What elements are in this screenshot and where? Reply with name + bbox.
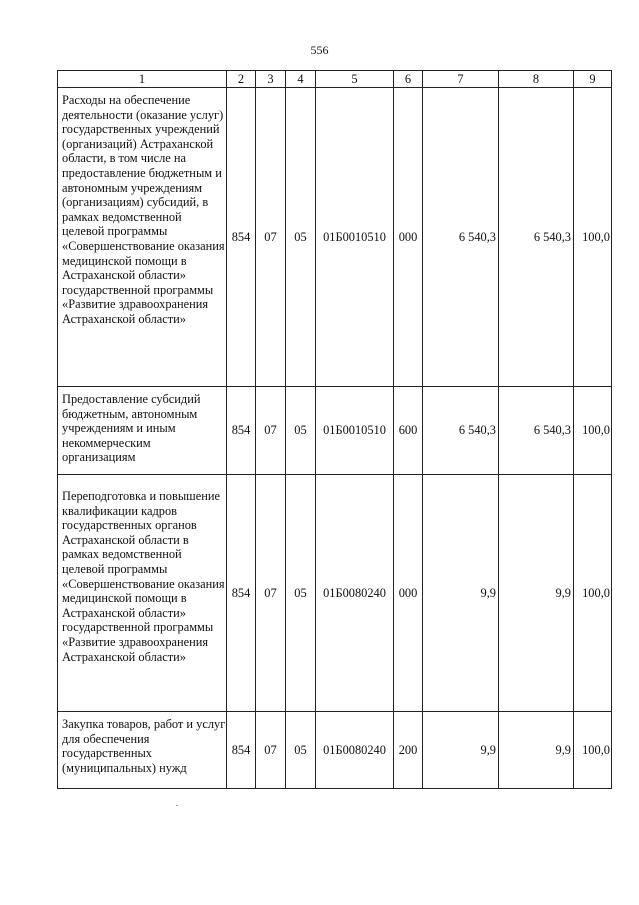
row-cell-2: 854: [227, 712, 256, 789]
row-cell-3: 07: [256, 712, 286, 789]
row-cell-8: 6 540,3: [499, 387, 574, 475]
row-cell-2: 854: [227, 387, 256, 475]
row-cell-6: 200: [394, 712, 423, 789]
row-cell-3: 07: [256, 387, 286, 475]
scan-artifact: [176, 805, 178, 806]
row-cell-2: 854: [227, 475, 256, 712]
row-cell-5: 01Б0010510: [316, 387, 394, 475]
row-description: Закупка товаров, работ и услуг для обеспечения государственных (муниципальных) нужд: [58, 712, 227, 789]
row-cell-8: 9,9: [499, 475, 574, 712]
row-cell-7: 9,9: [423, 712, 499, 789]
table-row: [58, 88, 612, 387]
row-description: Переподготовка и повышение квалификации кадров государственных органов Астраханской области в рамках ведомственной целевой программы «Совершенствование оказания медицинской помощи в Астраханской области» государственной программы «Развитие здравоохранения Астраханской области»: [58, 475, 227, 712]
column-header-3: 3: [256, 71, 286, 88]
row-cell-4: 05: [286, 712, 316, 789]
column-header-5: 5: [316, 71, 394, 88]
column-header-7: 7: [423, 71, 499, 88]
column-header-2: 2: [227, 71, 256, 88]
page-number: 556: [310, 43, 329, 57]
row-description: Расходы на обеспечение деятельности (оказание услуг) государственных учреждений (организаций) Астраханской области, в том числе на предоставление бюджетным и автономным учреждениям (организациям) субсидий, в рамках ведомственной целевой программы «Совершенствование оказания медицинской помощи в Астраханской области» государственной программы «Развитие здравоохранения Астраханской области»: [58, 88, 227, 387]
row-cell-5: 01Б0080240: [316, 712, 394, 789]
row-cell-3: 07: [256, 475, 286, 712]
row-cell-7: 9,9: [423, 475, 499, 712]
row-cell-9: 100,0: [574, 88, 612, 387]
row-cell-4: 05: [286, 387, 316, 475]
row-cell-9: 100,0: [574, 712, 612, 789]
row-cell-2: 854: [227, 88, 256, 387]
column-header-6: 6: [394, 71, 423, 88]
table-row: [58, 712, 612, 789]
row-cell-7: 6 540,3: [423, 387, 499, 475]
row-cell-8: 6 540,3: [499, 88, 574, 387]
row-description: Предоставление субсидий бюджетным, автономным учреждениям и иным некоммерческим организациям: [58, 387, 227, 475]
column-header-1: 1: [58, 71, 227, 88]
budget-table: [57, 70, 612, 789]
column-header-8: 8: [499, 71, 574, 88]
header-row: [58, 71, 612, 88]
row-cell-5: 01Б0080240: [316, 475, 394, 712]
table-row: [58, 475, 612, 712]
row-cell-6: 000: [394, 475, 423, 712]
row-cell-4: 05: [286, 88, 316, 387]
row-cell-8: 9,9: [499, 712, 574, 789]
row-cell-9: 100,0: [574, 475, 612, 712]
row-cell-9: 100,0: [574, 387, 612, 475]
row-cell-3: 07: [256, 88, 286, 387]
row-cell-6: 000: [394, 88, 423, 387]
table-row: [58, 387, 612, 475]
row-cell-6: 600: [394, 387, 423, 475]
column-header-4: 4: [286, 71, 316, 88]
column-header-9: 9: [574, 71, 612, 88]
row-cell-7: 6 540,3: [423, 88, 499, 387]
row-cell-4: 05: [286, 475, 316, 712]
row-cell-5: 01Б0010510: [316, 88, 394, 387]
